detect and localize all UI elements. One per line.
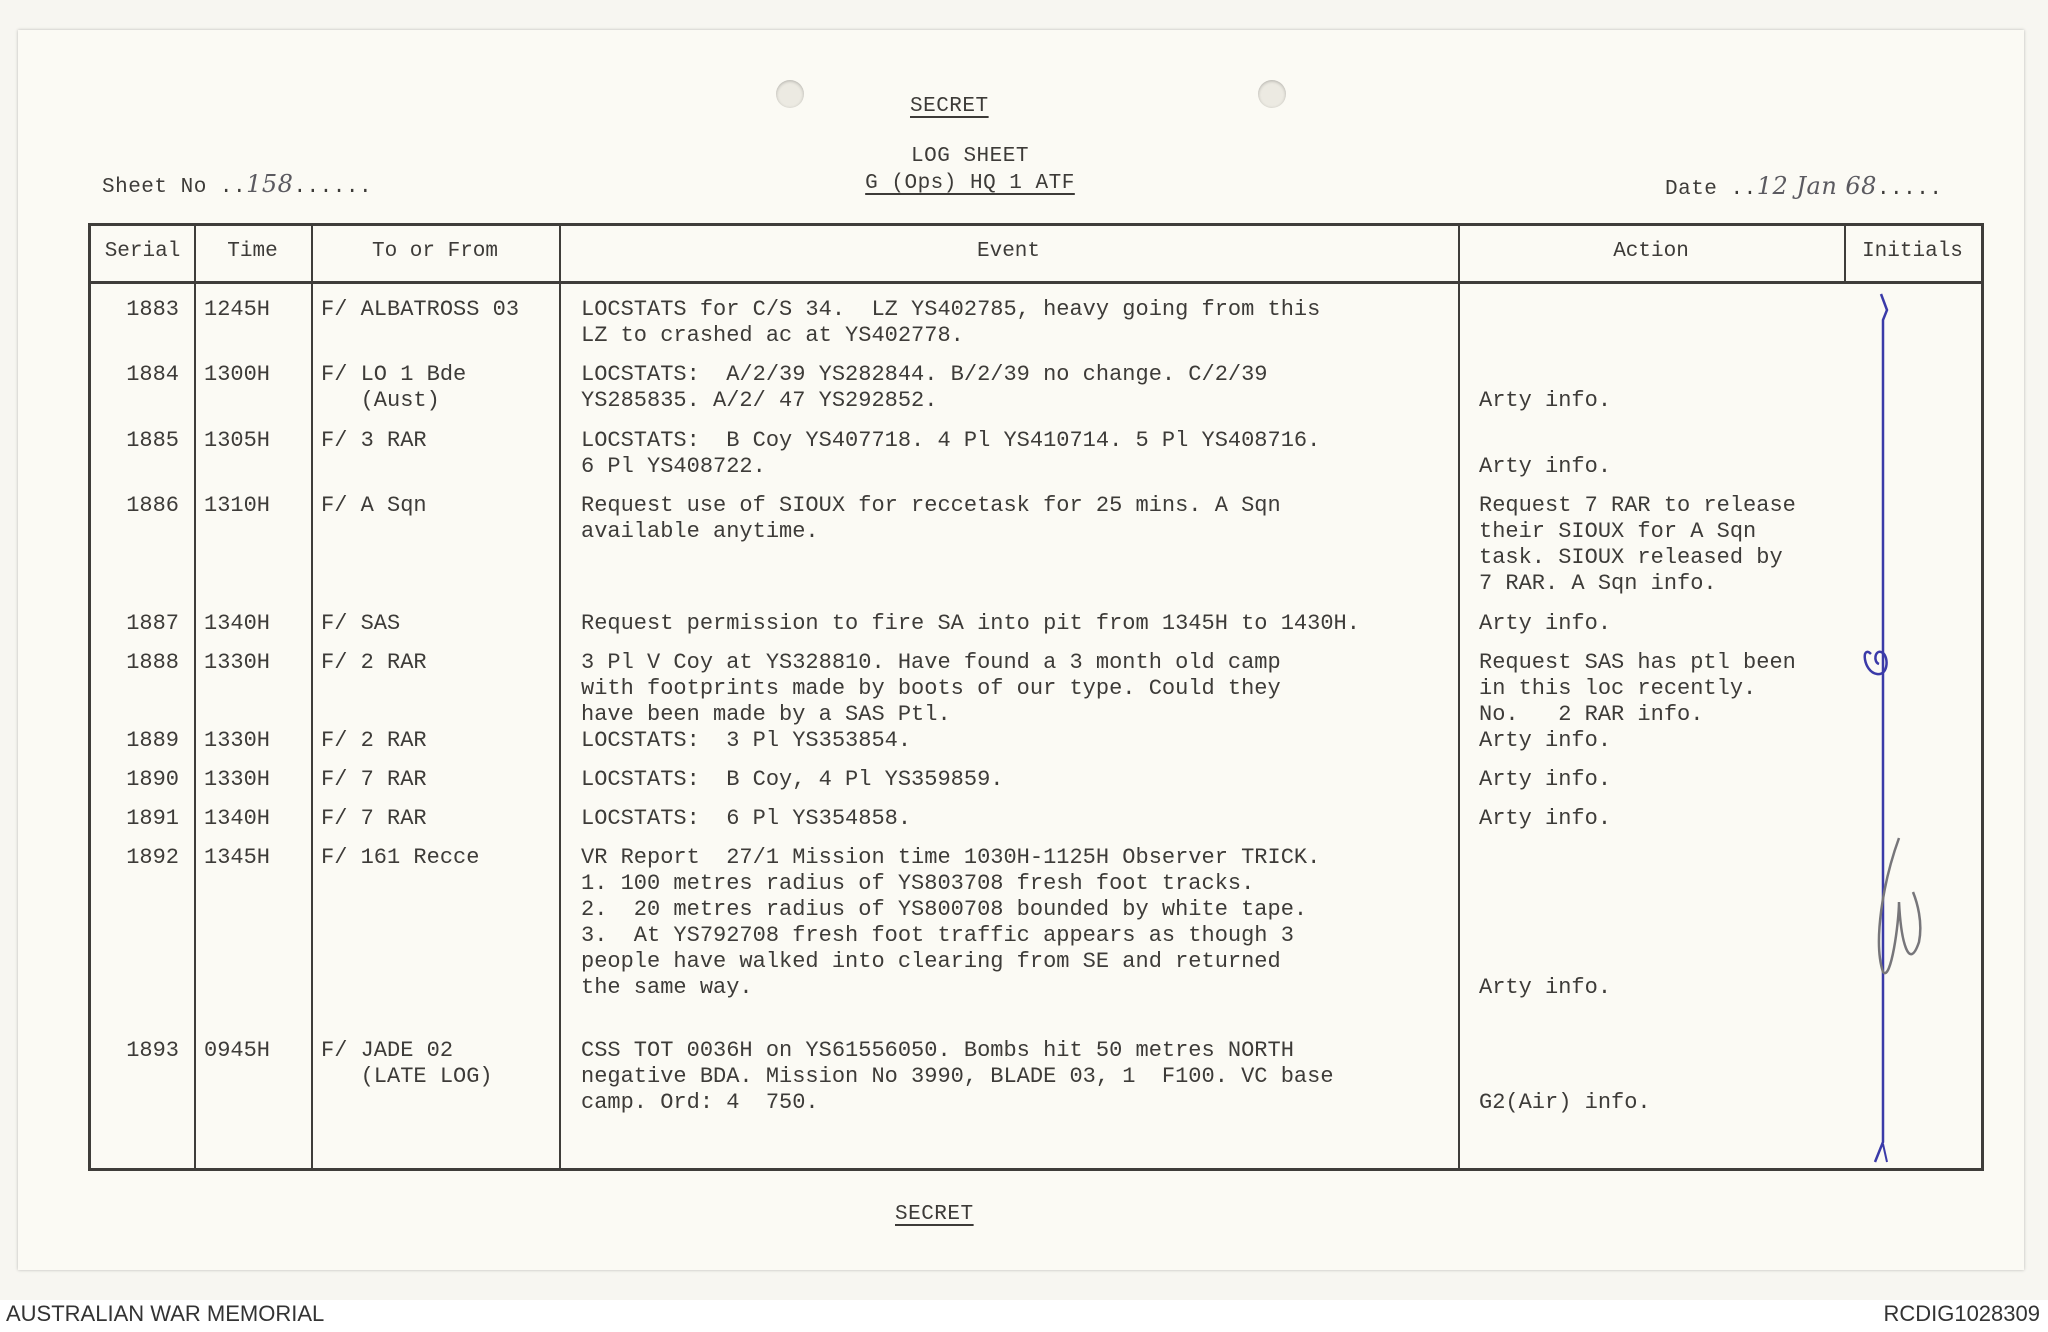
row-1892-event: VR Report 27/1 Mission time 1030H-1125H Observer TRICK. 1. 100 metres radius of YS803708 fresh foot tracks. 2. 20 metres radius of YS800708 bounded by white tape. 3. At YS792708 fresh foot traffic appears as though 3 people have walked into clearing from SE and returned the same way. [581, 845, 1321, 1000]
classification-bottom: SECRET [895, 1203, 974, 1226]
initials-bracket-mark [1843, 282, 1983, 1174]
row-1887-serial: 1887 [126, 611, 179, 636]
sheet-number-label: Sheet No .. [102, 176, 247, 199]
row-1893-from: F/ JADE 02 (LATE LOG) [321, 1038, 493, 1089]
sheet-date [1665, 172, 1942, 201]
row-1883-time: 1245H [204, 297, 271, 322]
row-1886-action: Request 7 RAR to release their SIOUX for A Sqn task. SIOUX released by 7 RAR. A Sqn info. [1479, 493, 1796, 596]
row-1885-from: F/ 3 RAR [321, 428, 427, 453]
row-1886-serial: 1886 [126, 493, 179, 518]
row-1885-serial: 1885 [126, 428, 179, 453]
row-1889-serial: 1889 [126, 728, 179, 753]
row-1890-serial: 1890 [126, 767, 179, 792]
row-1886-from: F/ A Sqn [321, 493, 427, 518]
punch-hole-left [776, 80, 804, 108]
footer-institution: AUSTRALIAN WAR MEMORIAL [6, 1301, 325, 1326]
row-1884-event: LOCSTATS: A/2/39 YS282844. B/2/39 no change. C/2/39 YS285835. A/2/ 47 YS292852. [581, 362, 1268, 413]
title-line-2: G (Ops) HQ 1 ATF [865, 172, 1075, 195]
sheet-number [102, 170, 372, 199]
row-1888-time: 1330H [204, 650, 271, 675]
row-1884-time: 1300H [204, 362, 271, 387]
row-1885-time: 1305H [204, 428, 271, 453]
classification-top: SECRET [910, 95, 989, 118]
row-1889-from: F/ 2 RAR [321, 728, 427, 753]
log-table [88, 223, 1984, 1171]
row-1883-serial: 1883 [126, 297, 179, 322]
header-action: Action [1613, 240, 1689, 263]
row-1891-event: LOCSTATS: 6 Pl YS354858. [581, 806, 912, 831]
row-1892-time: 1345H [204, 845, 271, 870]
sheet-number-dots: ...... [293, 176, 373, 199]
header-initials: Initials [1862, 240, 1963, 263]
row-1888-serial: 1888 [126, 650, 179, 675]
footer-catalog-id: RCDIG1028309 [1883, 1301, 2040, 1326]
row-1889-time: 1330H [204, 728, 271, 753]
row-1890-time: 1330H [204, 767, 271, 792]
row-1885-action: Arty info. [1479, 454, 1612, 479]
row-1890-event: LOCSTATS: B Coy, 4 Pl YS359859. [581, 767, 1004, 792]
row-1884-action: Arty info. [1479, 388, 1612, 413]
column-divider [194, 226, 196, 1168]
row-1891-action: Arty info. [1479, 806, 1612, 831]
punch-hole-right [1258, 80, 1286, 108]
date-label: Date .. [1665, 178, 1757, 201]
row-1886-time: 1310H [204, 493, 271, 518]
header-to-or-from: To or From [371, 240, 499, 263]
row-1888-action: Request SAS has ptl been in this loc recently. No. 2 RAR info. [1479, 650, 1796, 727]
row-1886-event: Request use of SIOUX for reccetask for 25 mins. A Sqn available anytime. [581, 493, 1281, 544]
header-event: Event [976, 240, 1040, 263]
column-divider [1458, 226, 1460, 1168]
column-divider [311, 226, 313, 1168]
row-1884-serial: 1884 [126, 362, 179, 387]
row-1891-time: 1340H [204, 806, 271, 831]
row-1889-event: LOCSTATS: 3 Pl YS353854. [581, 728, 912, 753]
row-1888-from: F/ 2 RAR [321, 650, 427, 675]
header-rule [91, 281, 1981, 284]
column-divider [559, 226, 561, 1168]
title-line-1: LOG SHEET [911, 145, 1029, 168]
row-1891-from: F/ 7 RAR [321, 806, 427, 831]
row-1883-from: F/ ALBATROSS 03 [321, 297, 520, 322]
date-value: 12 Jan 68 [1756, 172, 1877, 200]
header-serial: Serial [104, 240, 181, 263]
row-1888-event: 3 Pl V Coy at YS328810. Have found a 3 month old camp with footprints made by boots of our type. Could they have been made by a SAS Ptl. [581, 650, 1281, 727]
row-1892-serial: 1892 [126, 845, 179, 870]
row-1887-action: Arty info. [1479, 611, 1612, 636]
row-1892-action: Arty info. [1479, 975, 1612, 1000]
row-1890-action: Arty info. [1479, 767, 1612, 792]
row-1887-event: Request permission to fire SA into pit from 1345H to 1430H. [581, 611, 1360, 636]
date-dots: ..... [1876, 178, 1943, 201]
row-1893-serial: 1893 [126, 1038, 179, 1063]
row-1893-event: CSS TOT 0036H on YS61556050. Bombs hit 50 metres NORTH negative BDA. Mission No 3990, BLADE 03, 1 F100. VC base camp. Ord: 4 750. [581, 1038, 1334, 1115]
row-1893-time: 0945H [204, 1038, 271, 1063]
sheet-number-value: 158 [246, 170, 294, 198]
row-1887-from: F/ SAS [321, 611, 401, 636]
row-1890-from: F/ 7 RAR [321, 767, 427, 792]
row-1891-serial: 1891 [126, 806, 179, 831]
row-1892-from: F/ 161 Recce [321, 845, 480, 870]
row-1884-from: F/ LO 1 Bde (Aust) [321, 362, 467, 413]
row-1885-event: LOCSTATS: B Coy YS407718. 4 Pl YS410714. 5 Pl YS408716. 6 Pl YS408722. [581, 428, 1321, 479]
row-1889-action: Arty info. [1479, 728, 1612, 753]
row-1883-event: LOCSTATS for C/S 34. LZ YS402785, heavy going from this LZ to crashed ac at YS402778. [581, 297, 1321, 348]
archive-footer [0, 1300, 2048, 1332]
row-1887-time: 1340H [204, 611, 271, 636]
header-time: Time [227, 240, 278, 263]
row-1893-action: G2(Air) info. [1479, 1090, 1651, 1115]
